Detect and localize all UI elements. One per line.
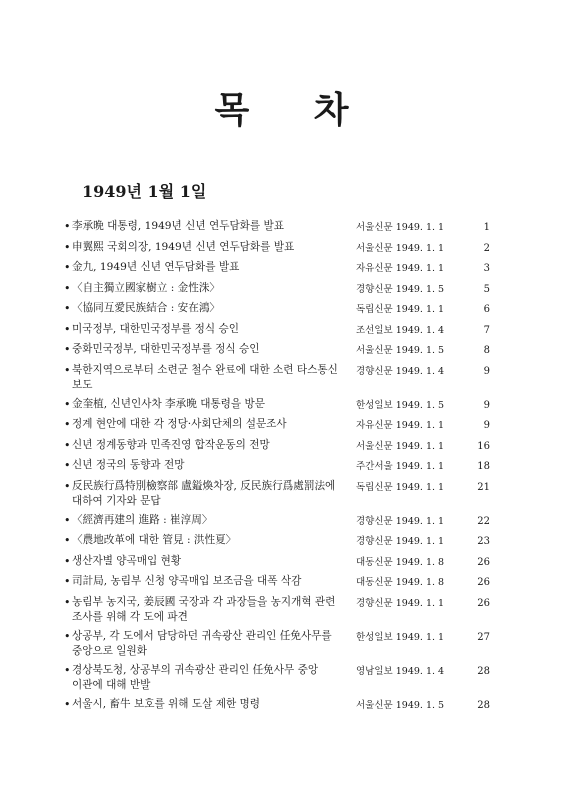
bullet-mark: • [64, 363, 71, 377]
bullet-mark: • [64, 554, 71, 568]
toc-entry [0, 697, 565, 718]
page-title: 목 차 [214, 89, 351, 131]
entry-source: 영남일보 1949. 1. 4 [356, 665, 445, 677]
toc-entry [0, 281, 565, 302]
entry-source: 대동신문 1949. 1. 8 [356, 577, 445, 588]
entry-title: 反民族行爲特別檢察部 盧鎰煥차장, 反民族行爲處罰法에 대하여 기자와 문답 [72, 479, 336, 507]
bullet-mark: • [64, 220, 71, 233]
toc-entry [0, 458, 565, 479]
entry-page-number: 23 [477, 536, 490, 547]
bullet-mark: • [64, 459, 71, 472]
entry-source: 경향신문 1949. 1. 1 [356, 515, 445, 527]
entry-source: 경향신문 1949. 1. 5 [356, 283, 445, 295]
entry-page-number: 26 [477, 597, 490, 609]
entry-title: 정계 현안에 대한 각 정당·사회단체의 설문조사 [72, 418, 287, 430]
bullet-mark: • [64, 595, 71, 609]
toc-entry [0, 595, 565, 629]
bullet-mark: • [64, 261, 71, 274]
entry-title: 李承晩 대통령, 1949년 신년 연두담화를 발표 [72, 220, 284, 232]
toc-entry [0, 513, 565, 534]
entry-source: 독립신문 1949. 1. 1 [356, 304, 445, 315]
entry-page-number: 26 [477, 577, 490, 588]
toc-entry [0, 260, 565, 281]
toc-entry [0, 363, 565, 397]
entry-page-number: 8 [483, 345, 490, 356]
entry-page-number: 9 [483, 420, 490, 431]
toc-entry [0, 574, 565, 595]
bullet-mark: • [64, 479, 71, 493]
entry-page-number: 5 [483, 283, 490, 295]
entry-source: 한성일보 1949. 1. 5 [356, 399, 445, 411]
entry-title: 생산자별 양곡매입 현황 [72, 554, 182, 567]
entry-source: 자유신문 1949. 1. 1 [356, 420, 445, 431]
bullet-mark: • [64, 629, 71, 643]
bullet-mark: • [64, 663, 71, 677]
entry-page-number: 3 [483, 263, 490, 274]
entry-page-number: 28 [477, 665, 490, 677]
bullet-mark: • [64, 322, 71, 336]
entry-page-number: 9 [483, 399, 490, 411]
bullet-mark: • [64, 697, 71, 711]
entry-page-number: 27 [477, 631, 490, 643]
entry-title: 북한지역으로부터 소련군 철수 완료에 대한 소련 타스통신 보도 [72, 363, 338, 391]
bullet-mark: • [64, 418, 71, 431]
toc-entry [0, 301, 565, 322]
toc-entry [0, 438, 565, 459]
entry-title: 金九, 1949년 신년 연두담화를 발표 [72, 261, 240, 273]
bullet-mark: • [64, 534, 71, 547]
toc-entry [0, 663, 565, 697]
entry-title: 미국정부, 대한민국정부를 정식 승인 [72, 322, 239, 335]
toc-entry [0, 322, 565, 343]
toc-entry [0, 533, 565, 554]
entry-source: 주간서울 1949. 1. 1 [356, 461, 445, 472]
bullet-mark: • [64, 281, 71, 295]
entry-page-number: 1 [483, 222, 490, 233]
entry-source: 서울신문 1949. 1. 1 [356, 222, 445, 233]
entry-title: 申翼熙 국회의장, 1949년 신년 연두담화를 발표 [72, 240, 295, 253]
bullet-mark: • [64, 438, 71, 452]
entry-title: 상공부, 각 도에서 담당하던 귀속광산 관리인 任免사무를 중앙으로 일원화 [72, 629, 332, 657]
entry-title: 경상북도청, 상공부의 귀속광산 관리인 任免사무 중앙 이관에 대해 반발 [72, 663, 319, 691]
entry-title: 신년 정국의 동향과 전망 [72, 459, 185, 471]
entry-source: 서울신문 1949. 1. 5 [356, 699, 445, 711]
entry-title: 〈經濟再建의 進路 : 崔淳周〉 [72, 513, 213, 526]
entry-title: 신년 정계동향과 민족진영 합작운동의 전망 [72, 438, 270, 451]
toc-entry [0, 554, 565, 575]
toc-entry [0, 417, 565, 438]
toc-entry [0, 219, 565, 240]
entry-page-number: 7 [483, 324, 490, 336]
entry-source: 경향신문 1949. 1. 4 [356, 365, 445, 377]
entry-source: 서울신문 1949. 1. 1 [356, 242, 445, 254]
toc-entry [0, 342, 565, 363]
toc-entry [0, 240, 565, 261]
toc-entry [0, 629, 565, 663]
entry-page-number: 26 [477, 556, 490, 568]
entry-page-number: 18 [477, 461, 490, 472]
entry-page-number: 6 [483, 304, 490, 315]
bullet-mark: • [64, 302, 71, 315]
entry-title: 중화민국정부, 대한민국정부를 정식 승인 [72, 343, 260, 355]
entry-source: 한성일보 1949. 1. 1 [356, 631, 445, 643]
entry-title: 金奎植, 신년인사차 李承晩 대통령을 방문 [72, 397, 265, 410]
entry-title: 서울시, 畜牛 보호를 위해 도살 제한 명령 [72, 697, 261, 710]
entry-source: 경향신문 1949. 1. 1 [356, 536, 445, 547]
entry-title: 〈自主獨立國家樹立 : 金性洙〉 [72, 281, 221, 294]
entry-title: 司計局, 농림부 신청 양곡매입 보조금을 대폭 삭감 [72, 575, 302, 587]
entry-page-number: 28 [477, 699, 490, 711]
entry-source: 경향신문 1949. 1. 1 [356, 597, 445, 609]
bullet-mark: • [64, 343, 71, 356]
toc-entry [0, 479, 565, 513]
toc-entry [0, 397, 565, 418]
entry-page-number: 9 [483, 365, 490, 377]
entry-source: 서울신문 1949. 1. 1 [356, 440, 445, 452]
entry-source: 자유신문 1949. 1. 1 [356, 263, 445, 274]
entry-source: 조선일보 1949. 1. 4 [356, 324, 445, 336]
toc-list [0, 219, 565, 717]
date-heading: 1949년 1월 1일 [82, 182, 207, 201]
entry-title: 〈協同互愛民族結合 : 安在鴻〉 [72, 302, 221, 314]
bullet-mark: • [64, 513, 71, 527]
entry-source: 대동신문 1949. 1. 8 [356, 556, 445, 568]
entry-page-number: 2 [483, 242, 490, 254]
entry-title: 〈農地改革에 대한 管見 : 洪性夏〉 [72, 534, 237, 546]
entry-title: 농림부 농지국, 姜辰國 국장과 각 과장들을 농지개혁 관련 조사를 위해 각 도에 파견 [72, 595, 336, 623]
entry-source: 서울신문 1949. 1. 5 [356, 345, 445, 356]
bullet-mark: • [64, 397, 71, 411]
entry-page-number: 16 [477, 440, 490, 452]
bullet-mark: • [64, 240, 71, 254]
bullet-mark: • [64, 575, 71, 588]
entry-page-number: 22 [477, 515, 490, 527]
entry-page-number: 21 [477, 481, 490, 493]
entry-source: 독립신문 1949. 1. 1 [356, 481, 445, 493]
